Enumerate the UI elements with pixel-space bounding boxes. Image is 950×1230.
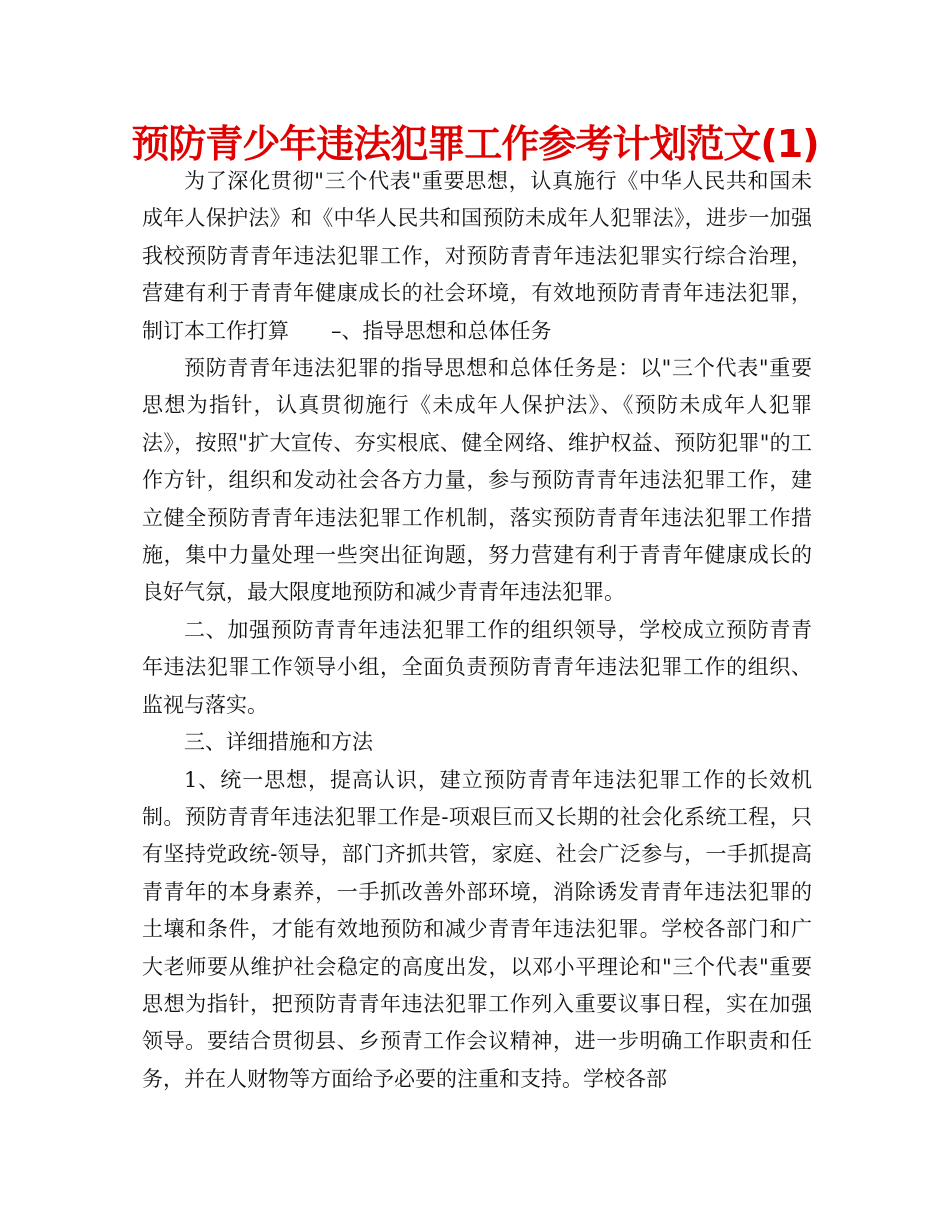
document-title: 预防青少年违法犯罪工作参考计划范文(1) — [131, 122, 819, 166]
paragraph-guiding-thought: 预防青青年违法犯罪的指导思想和总体任务是：以"三个代表"重要思想为指针，认真贯彻施行《未成年人保护法》、《预防未成年人犯罪法》，按照"扩大宣传、夯实根底、健全网络、维护权益、预防犯罪"的工作方针，组织和发动社会各方力量，参与预防青青年违法犯罪工作，建立健全预防青青年违法犯罪工作机制，落实预防青青年违法犯罪工作措施，集中力量处理一些突出征询题，努力营建有利于青青年健康成长的良好气氛，最大限度地预防和减少青青年违法犯罪。 — [142, 356, 812, 605]
document-body — [142, 163, 812, 1098]
paragraph-organization: 二、加强预防青青年违法犯罪工作的组织领导，学校成立预防青青年违法犯罪工作领导小组，全面负责预防青青年违法犯罪工作的组织、监视与落实。 — [142, 617, 812, 717]
paragraph-measures: 1、统一思想，提高认识，建立预防青青年违法犯罪工作的长效机制。预防青青年违法犯罪工作是-项艰巨而又长期的社会化系统工程，只有坚持党政统-领导，部门齐抓共管，家庭、社会广泛参与，一手抓提高青青年的本身素养，一手抓改善外部环境，消除诱发青青年违法犯罪的土壤和条件，才能有效地预防和减少青青年违法犯罪。学校各部门和广大老师要从维护社会稳定的高度出发，以邓小平理论和"三个代表"重要思想为指针，把预防青青年违法犯罪工作列入重要议事日程，实在加强领导。要结合贯彻县、乡预青工作会议精神，进一步明确工作职责和任务，并在人财物等方面给予必要的注重和支持。学校各部 — [142, 767, 812, 1091]
paragraph-intro: 为了深化贯彻"三个代表"重要思想，认真施行《中华人民共和国未成年人保护法》和《中华人民共和国预防未成年人犯罪法》，进步一加强我校预防青青年违法犯罪工作，对预防青青年违法犯罪实行综合治理，营建有利于青青年健康成长的社会环境，有效地预防青青年违法犯罪，制订本工作打算 –、指导思想和总体任务 — [142, 169, 812, 343]
paragraph-section-heading: 三、详细措施和方法 — [184, 730, 373, 755]
